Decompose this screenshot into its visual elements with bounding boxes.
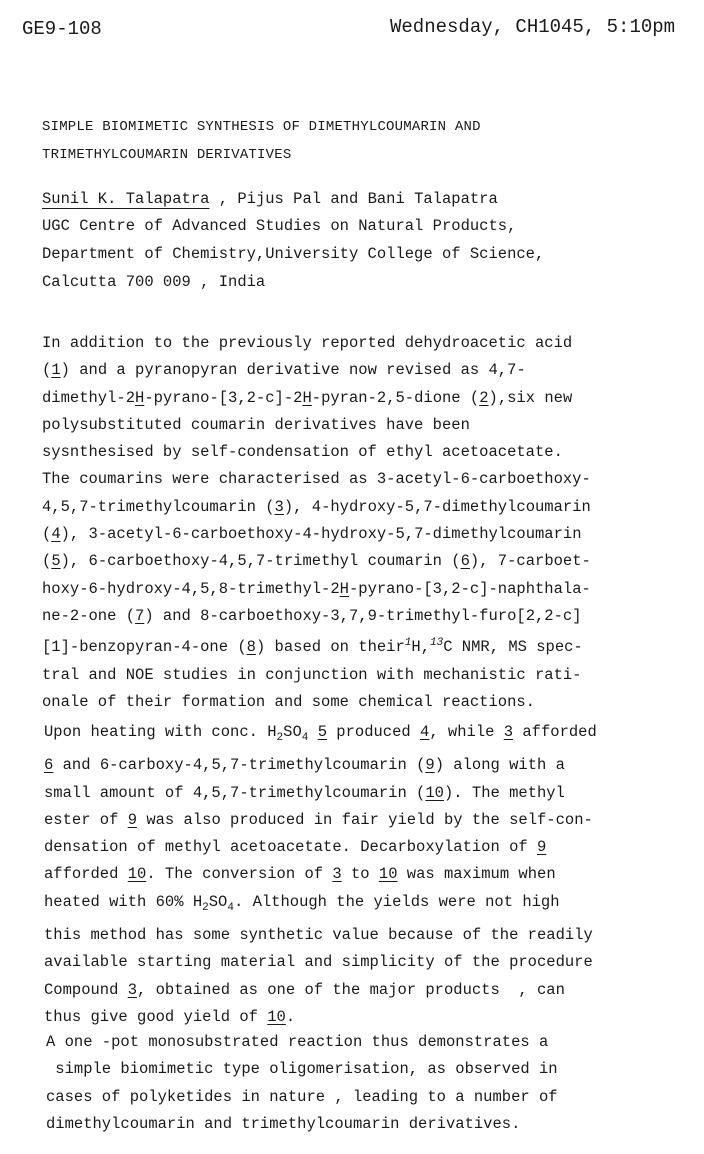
compound-ref: 6 xyxy=(460,552,470,571)
p2-line: 6 and 6-carboxy-4,5,7-trimethylcoumarin (9) along with a xyxy=(44,756,565,775)
p2-line: this method has some synthetic value because of the readily xyxy=(44,926,593,945)
subscript: 2 xyxy=(276,732,284,744)
abstract-paragraph-3 xyxy=(46,1029,696,1138)
p1-line: dimethyl-2H-pyrano-[3,2-c]-2H-pyran-2,5-dione (2),six new xyxy=(42,388,573,407)
p1-line: polysubstituted coumarin derivatives have been xyxy=(42,415,470,434)
affiliation-line-2: Department of Chemistry,University College of Science, xyxy=(42,245,545,263)
compound-ref: 9 xyxy=(536,838,547,857)
p1-line: (1) and a pyranopyran derivative now revised as 4,7- xyxy=(42,361,526,380)
p3-line: cases of polyketides in nature , leading to a number of xyxy=(46,1087,558,1106)
compound-ref: 10 xyxy=(127,865,147,884)
superscript: 1 xyxy=(404,637,412,650)
compound-ref: 8 xyxy=(246,638,256,657)
compound-ref: 1 xyxy=(51,361,61,380)
compound-ref: 4 xyxy=(51,525,61,544)
p2-line: densation of methyl acetoacetate. Decarboxylation of 9 xyxy=(44,838,547,857)
compound-ref: 10 xyxy=(378,865,398,884)
p1-line: sysnthesised by self-condensation of ethyl acetoacetate. xyxy=(42,443,563,462)
session-info: Wednesday, CH1045, 5:10pm xyxy=(390,16,676,38)
compound-ref: 6 xyxy=(44,756,54,775)
superscript: 13 xyxy=(430,637,444,650)
italic-h: H xyxy=(135,388,145,407)
subscript: 4 xyxy=(301,732,309,744)
p2-line: thus give good yield of 10. xyxy=(44,1007,296,1026)
p2-line: ester of 9 was also produced in fair yield by the self-con- xyxy=(44,810,593,829)
compound-ref: 9 xyxy=(425,756,435,775)
p1-line: tral and NOE studies in conjunction with mechanistic rati- xyxy=(42,665,582,684)
italic-h: H xyxy=(339,579,349,598)
p3-line: dimethylcoumarin and trimethylcoumarin derivatives. xyxy=(46,1114,521,1133)
subscript: 2 xyxy=(202,901,209,914)
compound-ref: 2 xyxy=(479,388,489,407)
p1-line: 4,5,7-trimethylcoumarin (3), 4-hydroxy-5,7-dimethylcoumarin xyxy=(42,497,591,516)
compound-ref: 5 xyxy=(317,723,327,741)
presenting-author: Sunil K. Talapatra xyxy=(42,190,210,208)
p1-line: (5), 6-carboethoxy-4,5,7-trimethyl coumarin (6), 7-carboet- xyxy=(42,552,591,571)
compound-ref: 10 xyxy=(425,783,444,802)
subscript: 4 xyxy=(227,901,234,914)
affiliation-line-1: UGC Centre of Advanced Studies on Natural Products, xyxy=(42,217,517,235)
compound-ref: 3 xyxy=(332,865,342,884)
title-line-2: TRIMETHYLCOUMARIN DERIVATIVES xyxy=(42,147,292,163)
compound-ref: 10 xyxy=(267,1007,286,1026)
p2-line: afforded 10. The conversion of 3 to 10 was maximum when xyxy=(44,865,556,884)
p1-line: The coumarins were characterised as 3-acetyl-6-carboethoxy- xyxy=(42,470,591,489)
affiliation-line-3: Calcutta 700 009 , India xyxy=(42,273,266,291)
p1-line: [1]-benzopyran-4-one (8) based on their$^1$H,$^{13}$C NMR, MS spec- xyxy=(42,637,583,657)
compound-ref: 3 xyxy=(127,980,138,999)
p1-line: (4), 3-acetyl-6-carboethoxy-4-hydroxy-5,7-dimethylcoumarin xyxy=(42,525,582,544)
p3-line: simple biomimetic type oligomerisation, as observed in xyxy=(46,1060,558,1079)
title-line-1: SIMPLE BIOMIMETIC SYNTHESIS OF DIMETHYLCOUMARIN AND xyxy=(42,119,481,135)
p3-line: A one -pot monosubstrated reaction thus demonstrates a xyxy=(46,1033,549,1051)
compound-ref: 3 xyxy=(274,497,284,516)
compound-ref: 7 xyxy=(135,606,145,625)
compound-ref: 5 xyxy=(51,552,61,571)
p2-line: heated with 60% $H_2SO_4$. Although the yields were not high xyxy=(44,892,560,914)
p1-line: hoxy-6-hydroxy-4,5,8-trimethyl-2H-pyrano-[3,2-c]-naphthala- xyxy=(42,579,591,598)
p2-line: Upon heating with conc. $H_2SO_4$ 5 produced 4, while 3 afforded xyxy=(44,723,597,744)
p1-line: ne-2-one (7) and 8-carboethoxy-3,7,9-trimethyl-furo[2,2-c] xyxy=(42,606,582,625)
compound-ref: 3 xyxy=(503,723,514,741)
compound-ref: 9 xyxy=(127,810,138,829)
author-line xyxy=(42,190,498,208)
abstract-paragraph-2 xyxy=(44,719,694,1031)
p2-line: Compound 3, obtained as one of the major products , can xyxy=(44,980,565,999)
p1-line: onale of their formation and some chemical reactions. xyxy=(42,692,535,711)
italic-h: H xyxy=(302,388,312,407)
p1-line: In addition to the previously reported dehydroacetic acid xyxy=(42,334,573,352)
p2-line: small amount of 4,5,7-trimethylcoumarin (10). The methyl xyxy=(44,783,565,802)
abstract-paragraph-1 xyxy=(42,330,692,716)
abstract-code: GE9-108 xyxy=(22,18,102,40)
co-authors: , Pijus Pal and Bani Talapatra xyxy=(209,190,498,208)
p2-line: available starting material and simplicity of the procedure xyxy=(44,953,593,972)
compound-ref: 4 xyxy=(420,723,430,741)
